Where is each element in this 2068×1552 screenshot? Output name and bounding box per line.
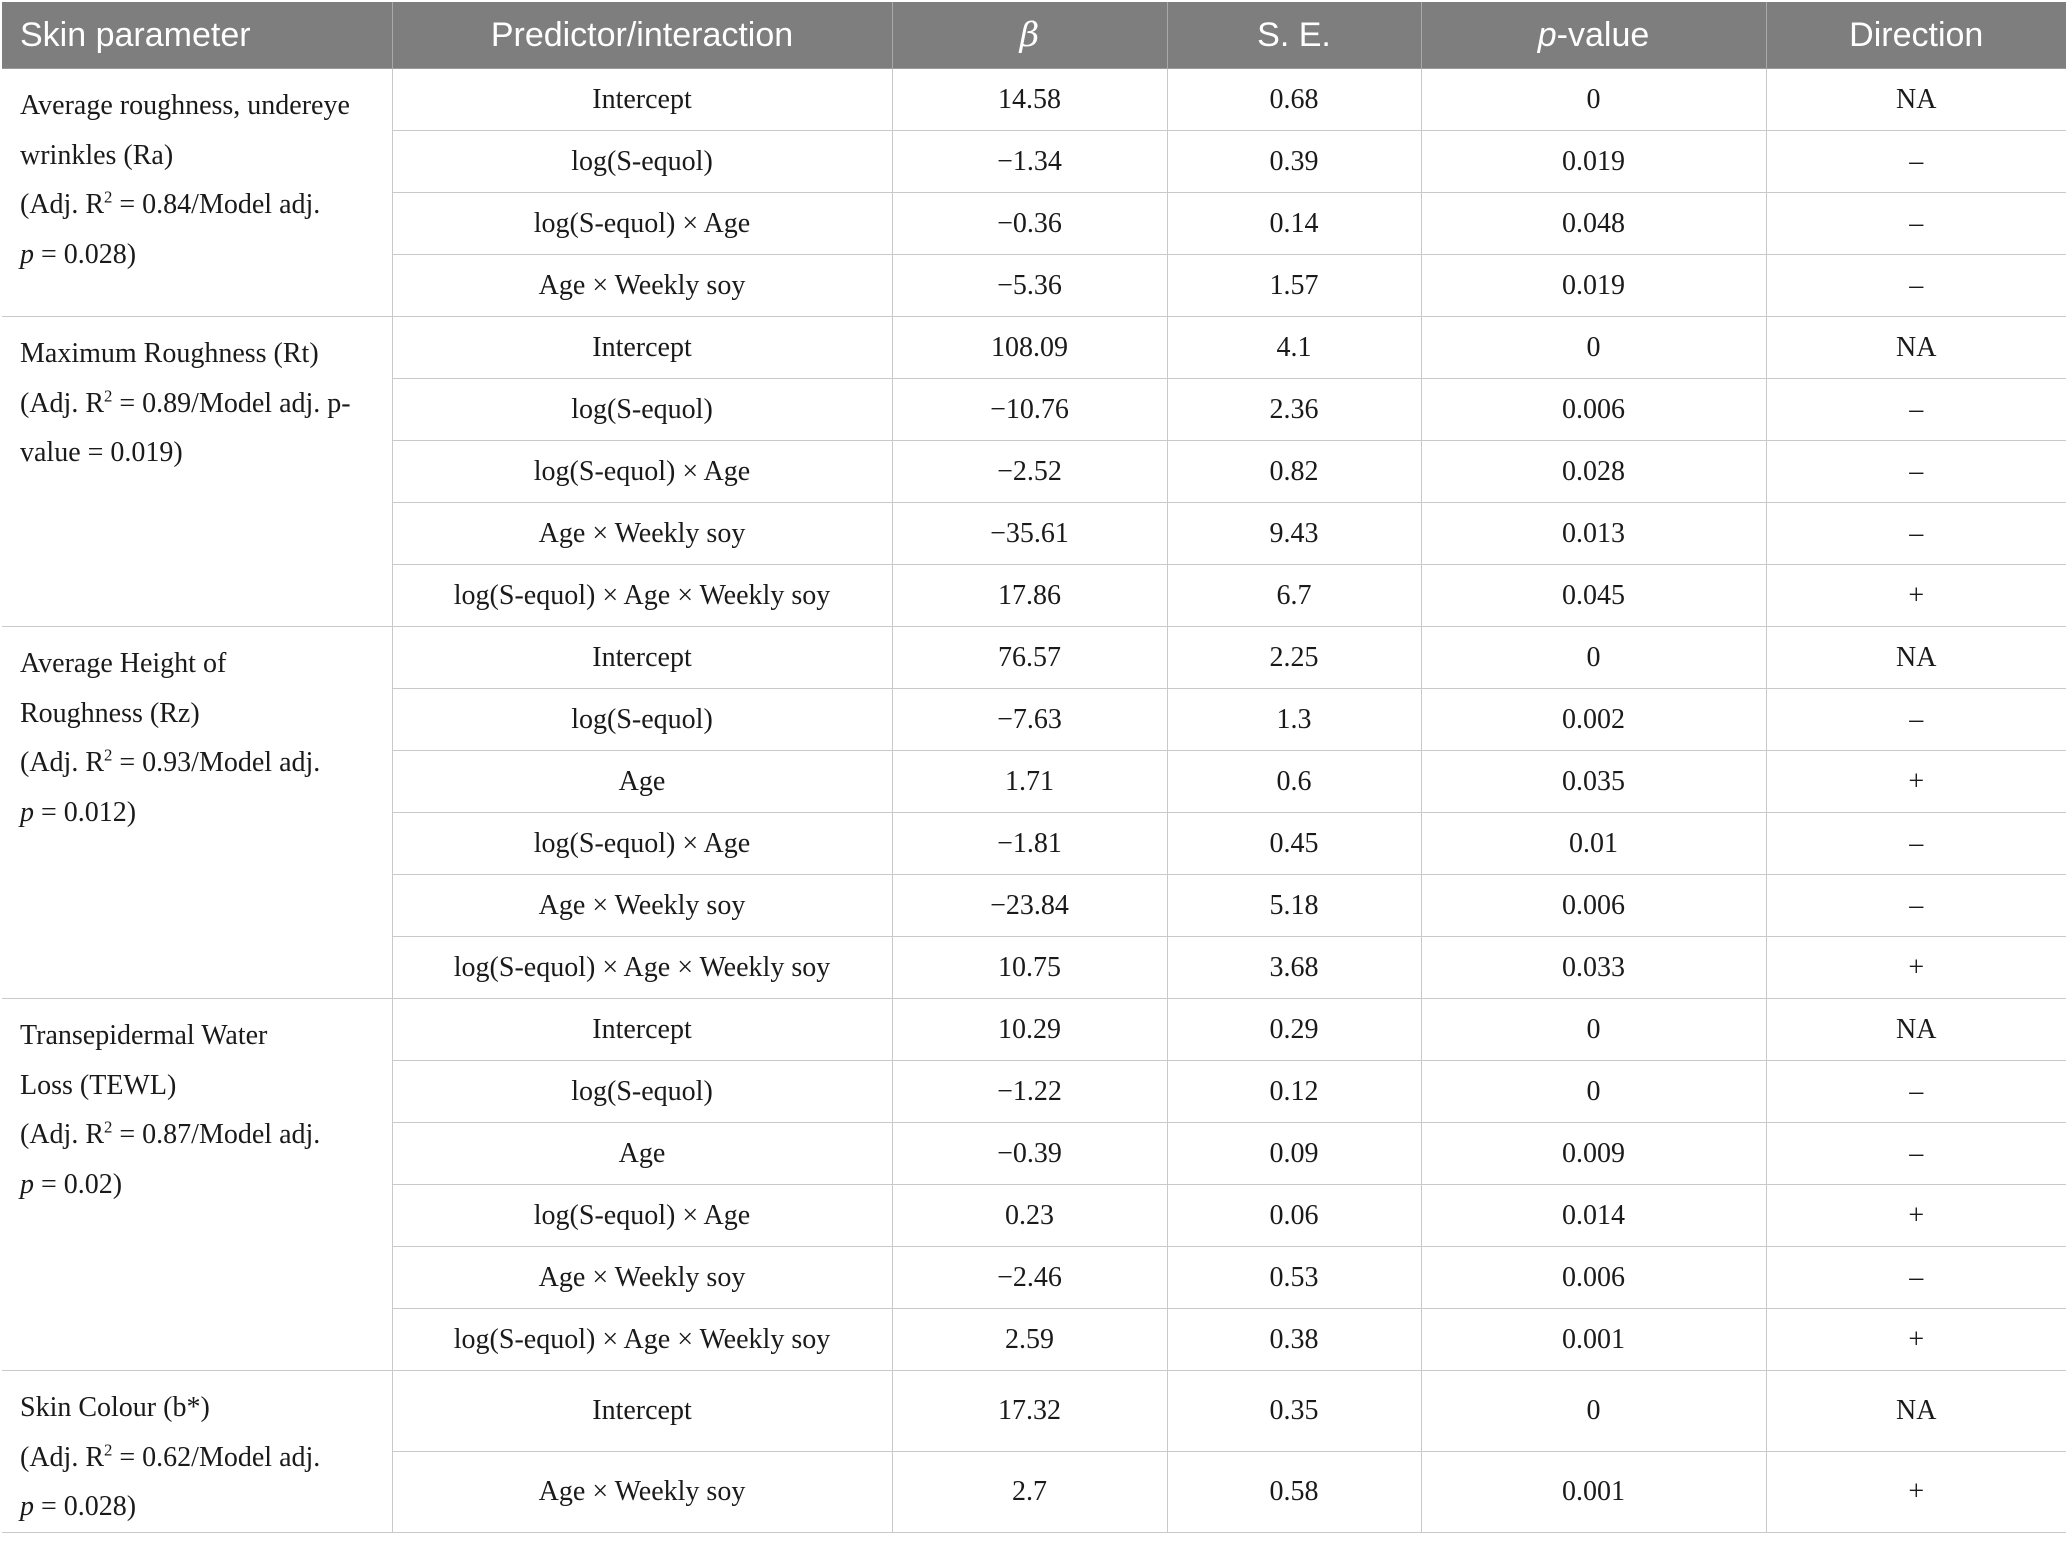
se-cell: 0.45 (1167, 813, 1421, 875)
table-row (2, 999, 2066, 1061)
regression-table (2, 2, 2066, 1533)
model-stats-sup: 2 (104, 1440, 113, 1460)
table-row (2, 69, 2066, 131)
predictor-cell: Intercept (392, 1371, 892, 1452)
p-value-cell: 0.019 (1421, 131, 1766, 193)
beta-cell: 108.09 (892, 317, 1167, 379)
beta-cell: −1.81 (892, 813, 1167, 875)
p-value-cell: 0.014 (1421, 1185, 1766, 1247)
beta-cell: −5.36 (892, 255, 1167, 317)
direction-cell: NA (1766, 1371, 2066, 1452)
skin-parameter-name: Average roughness, undereye (20, 90, 350, 121)
skin-parameter-name: Loss (TEWL) (20, 1069, 177, 1101)
p-value-cell: 0.033 (1421, 937, 1766, 999)
skin-parameter-name: Transepidermal Water (20, 1020, 268, 1051)
direction-cell: – (1766, 813, 2066, 875)
direction-cell: NA (1766, 317, 2066, 379)
direction-cell: – (1766, 379, 2066, 441)
p-value-cell: 0.019 (1421, 255, 1766, 317)
beta-cell: 17.86 (892, 565, 1167, 627)
predictor-cell: Age × Weekly soy (392, 875, 892, 937)
se-cell: 0.58 (1167, 1451, 1421, 1532)
predictor-cell: log(S-equol) × Age (392, 441, 892, 503)
se-cell: 0.38 (1167, 1309, 1421, 1371)
beta-cell: −2.52 (892, 441, 1167, 503)
model-stats-sup: 2 (104, 1117, 113, 1137)
header-skin-parameter: Skin parameter (2, 2, 392, 69)
beta-cell: −2.46 (892, 1247, 1167, 1309)
direction-cell: – (1766, 193, 2066, 255)
model-p-value (20, 788, 382, 838)
predictor-cell: Age × Weekly soy (392, 1247, 892, 1309)
beta-cell: 17.32 (892, 1371, 1167, 1452)
skin-parameter-name: Maximum Roughness (Rt) (20, 338, 319, 369)
p-value-cell: 0.006 (1421, 1247, 1766, 1309)
beta-cell: −0.36 (892, 193, 1167, 255)
model-stats-r2: (Adj. R (20, 1119, 104, 1150)
header-direction: Direction (1766, 2, 2066, 69)
direction-cell: – (1766, 255, 2066, 317)
direction-cell: – (1766, 1247, 2066, 1309)
model-stats (20, 379, 382, 429)
se-cell: 0.68 (1167, 69, 1421, 131)
direction-cell: + (1766, 751, 2066, 813)
p-value-cell: 0 (1421, 627, 1766, 689)
predictor-cell: Intercept (392, 999, 892, 1061)
p-value-cell: 0 (1421, 999, 1766, 1061)
beta-cell: −0.39 (892, 1123, 1167, 1185)
p-value-cell: 0.006 (1421, 875, 1766, 937)
direction-cell: – (1766, 875, 2066, 937)
predictor-cell: Intercept (392, 69, 892, 131)
predictor-cell: Intercept (392, 627, 892, 689)
model-p-value (20, 428, 382, 478)
se-cell: 2.36 (1167, 379, 1421, 441)
p-value-cell: 0.001 (1421, 1451, 1766, 1532)
skin-parameter-name: Skin Colour (b*) (20, 1392, 210, 1423)
se-cell: 0.82 (1167, 441, 1421, 503)
model-p-rest: = 0.028) (34, 238, 137, 270)
skin-parameter-name: Roughness (Rz) (20, 697, 200, 729)
p-value-cell: 0.009 (1421, 1123, 1766, 1185)
se-cell: 3.68 (1167, 937, 1421, 999)
skin-parameter-cell (2, 999, 392, 1371)
predictor-cell: Age (392, 751, 892, 813)
p-value-cell: 0 (1421, 1061, 1766, 1123)
p-value-cell: 0 (1421, 69, 1766, 131)
beta-cell: 0.23 (892, 1185, 1167, 1247)
model-p-rest: value = 0.019) (20, 437, 183, 468)
model-stats (20, 180, 382, 230)
beta-symbol: β (1019, 15, 1040, 55)
se-cell: 0.06 (1167, 1185, 1421, 1247)
direction-cell: + (1766, 937, 2066, 999)
beta-cell: 14.58 (892, 69, 1167, 131)
se-cell: 0.53 (1167, 1247, 1421, 1309)
direction-cell: + (1766, 1309, 2066, 1371)
skin-parameter-name: Average Height of (20, 648, 227, 679)
header-p-italic: p (1537, 15, 1557, 54)
table-row (2, 627, 2066, 689)
table-row (2, 317, 2066, 379)
p-value-cell: 0.013 (1421, 503, 1766, 565)
direction-cell: NA (1766, 69, 2066, 131)
beta-cell: 10.75 (892, 937, 1167, 999)
predictor-cell: Intercept (392, 317, 892, 379)
skin-parameter-cell (2, 1371, 392, 1533)
direction-cell: – (1766, 1061, 2066, 1123)
beta-cell: −1.34 (892, 131, 1167, 193)
table-row (2, 1371, 2066, 1452)
header-p-rest: -value (1556, 15, 1650, 54)
se-cell: 9.43 (1167, 503, 1421, 565)
p-value-cell: 0.035 (1421, 751, 1766, 813)
direction-cell: – (1766, 131, 2066, 193)
model-p-value (20, 1160, 382, 1210)
p-value-cell: 0 (1421, 1371, 1766, 1452)
direction-cell: NA (1766, 627, 2066, 689)
model-stats-mid: = 0.84/Model adj. (112, 189, 321, 220)
direction-cell: – (1766, 1123, 2066, 1185)
predictor-cell: log(S-equol) × Age × Weekly soy (392, 565, 892, 627)
header-row (2, 2, 2066, 69)
se-cell: 0.39 (1167, 131, 1421, 193)
se-cell: 0.14 (1167, 193, 1421, 255)
direction-cell: – (1766, 503, 2066, 565)
se-cell: 1.3 (1167, 689, 1421, 751)
model-stats-r2: (Adj. R (20, 189, 104, 220)
beta-cell: −23.84 (892, 875, 1167, 937)
p-value-cell: 0.001 (1421, 1309, 1766, 1371)
model-stats-mid: = 0.62/Model adj. (112, 1441, 321, 1473)
beta-cell: −1.22 (892, 1061, 1167, 1123)
direction-cell: NA (1766, 999, 2066, 1061)
model-stats-mid: = 0.93/Model adj. (112, 747, 321, 778)
se-cell: 0.09 (1167, 1123, 1421, 1185)
direction-cell: – (1766, 689, 2066, 751)
model-p-italic: p (20, 238, 34, 270)
predictor-cell: Age × Weekly soy (392, 503, 892, 565)
predictor-cell: Age × Weekly soy (392, 255, 892, 317)
direction-cell: + (1766, 1185, 2066, 1247)
skin-parameter-cell (2, 317, 392, 627)
se-cell: 0.29 (1167, 999, 1421, 1061)
model-p-rest: = 0.02) (34, 1168, 123, 1200)
model-p-italic: p (20, 1168, 34, 1200)
predictor-cell: log(S-equol) × Age × Weekly soy (392, 1309, 892, 1371)
model-stats-sup: 2 (104, 187, 113, 207)
table-body (2, 69, 2066, 1533)
model-stats-r2: (Adj. R (20, 1441, 104, 1473)
predictor-cell: Age (392, 1123, 892, 1185)
model-stats-mid: = 0.89/Model adj. p- (112, 387, 351, 419)
se-cell: 4.1 (1167, 317, 1421, 379)
beta-cell: 1.71 (892, 751, 1167, 813)
beta-cell: −10.76 (892, 379, 1167, 441)
se-cell: 0.35 (1167, 1371, 1421, 1452)
model-stats (20, 1433, 382, 1483)
predictor-cell: log(S-equol) × Age (392, 193, 892, 255)
model-stats-sup: 2 (104, 386, 113, 406)
model-stats (20, 1110, 382, 1160)
skin-parameter-cell (2, 69, 392, 317)
p-value-cell: 0.045 (1421, 565, 1766, 627)
p-value-cell: 0 (1421, 317, 1766, 379)
model-p-rest: = 0.012) (34, 796, 137, 828)
p-value-cell: 0.028 (1421, 441, 1766, 503)
direction-cell: – (1766, 441, 2066, 503)
beta-cell: 2.59 (892, 1309, 1167, 1371)
direction-cell: + (1766, 1451, 2066, 1532)
se-cell: 1.57 (1167, 255, 1421, 317)
se-cell: 0.12 (1167, 1061, 1421, 1123)
model-stats (20, 738, 382, 788)
predictor-cell: log(S-equol) × Age × Weekly soy (392, 937, 892, 999)
se-cell: 6.7 (1167, 565, 1421, 627)
predictor-cell: Age × Weekly soy (392, 1451, 892, 1532)
header-se: S. E. (1167, 2, 1421, 69)
header-beta (892, 2, 1167, 69)
beta-cell: 10.29 (892, 999, 1167, 1061)
skin-parameter-cell (2, 627, 392, 999)
predictor-cell: log(S-equol) (392, 1061, 892, 1123)
model-p-italic: p (20, 1491, 34, 1522)
model-p-italic: p (20, 796, 34, 828)
se-cell: 2.25 (1167, 627, 1421, 689)
header-predictor: Predictor/interaction (392, 2, 892, 69)
model-p-value (20, 1482, 382, 1532)
model-stats-sup: 2 (104, 745, 113, 765)
predictor-cell: log(S-equol) (392, 131, 892, 193)
p-value-cell: 0.002 (1421, 689, 1766, 751)
p-value-cell: 0.006 (1421, 379, 1766, 441)
p-value-cell: 0.01 (1421, 813, 1766, 875)
header-p-value (1421, 2, 1766, 69)
beta-cell: −35.61 (892, 503, 1167, 565)
model-p-value (20, 230, 382, 280)
model-stats-mid: = 0.87/Model adj. (112, 1119, 321, 1150)
direction-cell: + (1766, 565, 2066, 627)
beta-cell: −7.63 (892, 689, 1167, 751)
predictor-cell: log(S-equol) (392, 379, 892, 441)
predictor-cell: log(S-equol) (392, 689, 892, 751)
model-stats-r2: (Adj. R (20, 387, 104, 419)
se-cell: 5.18 (1167, 875, 1421, 937)
model-stats-r2: (Adj. R (20, 747, 104, 778)
predictor-cell: log(S-equol) × Age (392, 813, 892, 875)
p-value-cell: 0.048 (1421, 193, 1766, 255)
predictor-cell: log(S-equol) × Age (392, 1185, 892, 1247)
beta-cell: 2.7 (892, 1451, 1167, 1532)
model-p-rest: = 0.028) (34, 1491, 137, 1522)
skin-parameter-name: wrinkles (Ra) (20, 139, 174, 171)
beta-cell: 76.57 (892, 627, 1167, 689)
se-cell: 0.6 (1167, 751, 1421, 813)
